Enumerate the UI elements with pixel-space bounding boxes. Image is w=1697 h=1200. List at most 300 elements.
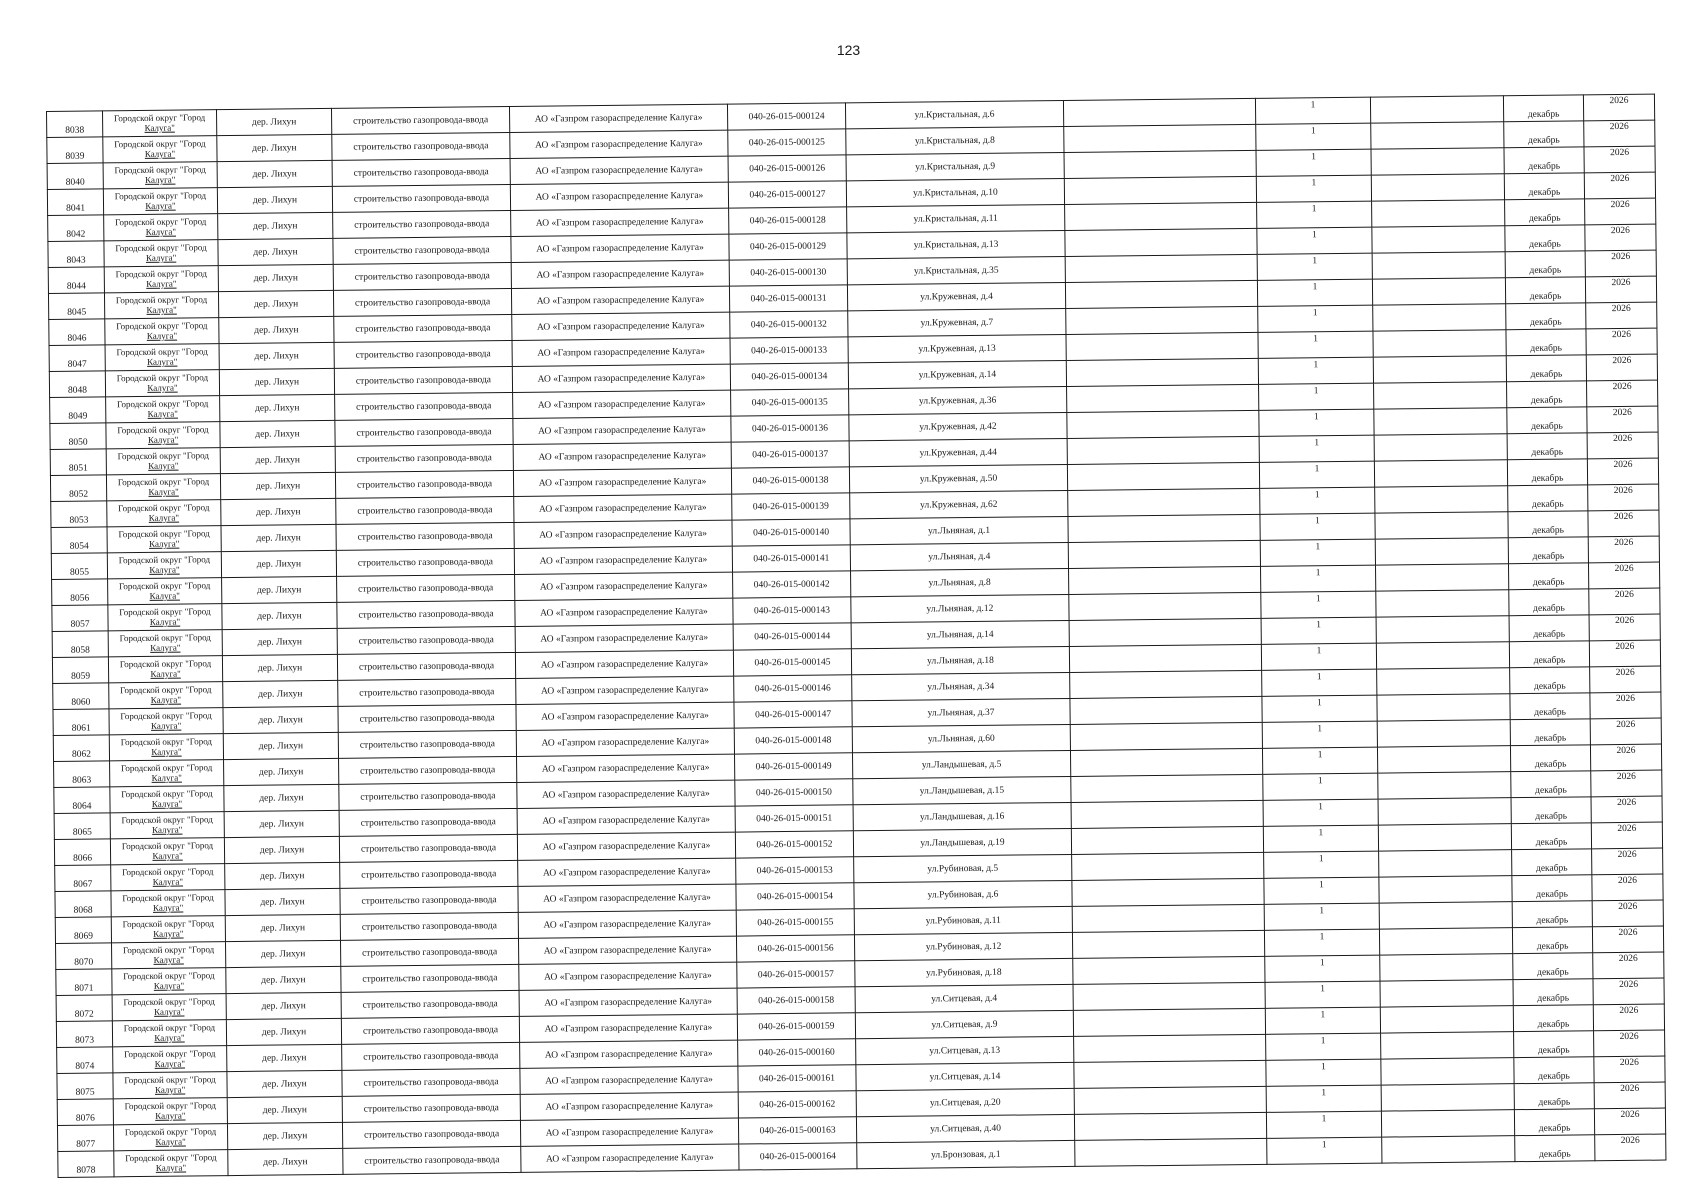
municipality-line-1: Городской округ "Город (120, 762, 213, 774)
object-code-cell: 040-26-015-000142 (733, 571, 851, 598)
month-cell: декабрь (1510, 667, 1590, 694)
row-number-cell: 8055 (51, 553, 107, 580)
month-cell: декабрь (1508, 485, 1588, 512)
object-code-cell: 040-26-015-000161 (738, 1065, 856, 1092)
municipality-line-1: Городской округ "Город (114, 164, 206, 176)
settlement-cell: дер. Лихун (227, 1096, 342, 1123)
quantity-cell: 1 (1259, 383, 1374, 410)
blank-cell-cell (1066, 306, 1258, 334)
month-cell: декабрь (1511, 771, 1591, 798)
year-cell: 2026 (1588, 536, 1659, 563)
settlement-cell: дер. Лихун (217, 134, 332, 161)
row-number-cell: 8048 (49, 371, 105, 398)
quantity-cell: 1 (1260, 565, 1375, 592)
blank-cell-cell (1067, 410, 1259, 438)
municipality-line-1: Городской округ "Город (120, 684, 212, 696)
blank-cell-cell (1372, 278, 1505, 305)
object-code-cell: 040-26-015-000164 (739, 1143, 857, 1170)
organization-cell: АО «Газпром газораспределение Калуга» (515, 624, 733, 652)
blank-cell-cell (1066, 332, 1258, 360)
blank-cell-cell (1377, 746, 1510, 773)
quantity-cell: 1 (1263, 799, 1378, 826)
municipality-line-1: Городской округ "Город (120, 710, 212, 722)
municipality-cell (113, 1046, 227, 1073)
object-code-cell: 040-26-015-000132 (730, 311, 848, 338)
blank-cell-cell (1068, 514, 1260, 542)
address-cell: ул.Ландышевая, д.19 (853, 828, 1071, 856)
year-cell: 2026 (1585, 250, 1656, 277)
month-cell: декабрь (1509, 615, 1589, 642)
quantity-cell: 1 (1255, 97, 1370, 124)
work-type-cell: строительство газопровода-ввода (335, 392, 513, 420)
work-type-cell: строительство газопровода-ввода (340, 886, 518, 914)
work-type-cell: строительство газопровода-ввода (337, 600, 515, 628)
quantity-cell: 1 (1263, 773, 1378, 800)
work-type-cell: строительство газопровода-ввода (341, 1016, 519, 1044)
month-cell: декабрь (1504, 121, 1584, 148)
object-code-cell: 040-26-015-000153 (736, 857, 854, 884)
address-cell: ул.Рубиновая, д.5 (854, 854, 1072, 882)
municipality-cell (105, 344, 219, 371)
quantity-cell: 1 (1264, 929, 1379, 956)
month-cell: декабрь (1515, 1135, 1595, 1162)
blank-cell-cell (1379, 876, 1512, 903)
blank-cell-cell (1074, 1060, 1266, 1088)
municipality-line-1: Городской округ "Город (120, 736, 213, 748)
settlement-cell: дер. Лихун (228, 1148, 343, 1175)
row-number-cell: 8073 (56, 1021, 112, 1048)
work-type-cell: строительство газопровода-ввода (342, 1042, 520, 1070)
year-cell: 2026 (1588, 484, 1659, 511)
settlement-cell: дер. Лихун (225, 888, 340, 915)
municipality-line-1: Городской округ "Город (124, 1126, 217, 1138)
work-type-cell: строительство газопровода-ввода (336, 548, 514, 576)
gas-connection-table (46, 94, 1666, 1178)
settlement-cell: дер. Лихун (227, 1070, 342, 1097)
row-number-cell: 8076 (57, 1099, 113, 1126)
settlement-cell: дер. Лихун (224, 836, 339, 863)
row-number-cell: 8078 (58, 1151, 114, 1178)
quantity-cell: 1 (1267, 1137, 1382, 1164)
municipality-cell (104, 214, 218, 241)
municipality-line-2: Калуга" (145, 226, 177, 237)
settlement-cell: дер. Лихун (225, 914, 340, 941)
object-code-cell: 040-26-015-000125 (728, 129, 846, 156)
organization-cell: АО «Газпром газораспределение Калуга» (513, 416, 731, 444)
row-number-cell: 8074 (57, 1047, 113, 1074)
blank-cell-cell (1376, 642, 1509, 669)
work-type-cell: строительство газопровода-ввода (342, 1120, 520, 1148)
month-cell: декабрь (1513, 1005, 1593, 1032)
organization-cell: АО «Газпром газораспределение Калуга» (515, 598, 733, 626)
quantity-cell: 1 (1264, 877, 1379, 904)
organization-cell: АО «Газпром газораспределение Калуга» (516, 702, 734, 730)
year-cell: 2026 (1589, 640, 1660, 667)
blank-cell-cell (1069, 644, 1261, 672)
organization-cell: АО «Газпром газораспределение Калуга» (515, 572, 733, 600)
municipality-line-2: Калуга" (146, 278, 177, 289)
row-number-cell: 8065 (54, 813, 110, 840)
address-cell: ул.Льняная, д.60 (852, 724, 1070, 752)
municipality-cell (112, 968, 226, 995)
organization-cell: АО «Газпром газораспределение Калуга» (516, 676, 734, 704)
year-cell: 2026 (1587, 432, 1658, 459)
municipality-line-2: Калуга" (151, 798, 183, 809)
municipality-line-1: Городской округ "Город (115, 242, 207, 254)
blank-cell-cell (1072, 904, 1264, 932)
blank-cell-cell (1064, 150, 1256, 178)
blank-cell-cell (1074, 1086, 1266, 1114)
municipality-cell (111, 916, 225, 943)
work-type-cell: строительство газопровода-ввода (335, 470, 513, 498)
quantity-cell: 1 (1258, 305, 1373, 332)
row-number-cell: 8053 (51, 501, 107, 528)
object-code-cell: 040-26-015-000158 (737, 987, 855, 1014)
year-cell: 2026 (1591, 796, 1662, 823)
settlement-cell: дер. Лихун (218, 264, 333, 291)
quantity-cell: 1 (1263, 825, 1378, 852)
row-number-cell: 8061 (53, 709, 109, 736)
object-code-cell: 040-26-015-000154 (736, 883, 854, 910)
year-cell: 2026 (1593, 1004, 1664, 1031)
quantity-cell: 1 (1266, 1033, 1381, 1060)
work-type-cell: строительство газопровода-ввода (340, 938, 518, 966)
year-cell: 2026 (1586, 354, 1657, 381)
row-number-cell: 8040 (47, 163, 103, 190)
month-cell: декабрь (1510, 693, 1590, 720)
year-cell: 2026 (1594, 1030, 1665, 1057)
address-cell: ул.Ситцевая, д.14 (856, 1062, 1074, 1090)
organization-cell: АО «Газпром газораспределение Калуга» (518, 936, 736, 964)
organization-cell: АО «Газпром газораспределение Калуга» (517, 832, 735, 860)
month-cell: декабрь (1507, 381, 1587, 408)
municipality-line-2: Калуга" (147, 382, 178, 393)
year-cell: 2026 (1588, 562, 1659, 589)
year-cell: 2026 (1592, 926, 1663, 953)
municipality-cell (106, 422, 220, 449)
month-cell: декабрь (1514, 1031, 1594, 1058)
address-cell: ул.Льняная, д.37 (852, 698, 1070, 726)
settlement-cell: дер. Лихун (221, 550, 336, 577)
municipality-line-2: Калуга" (153, 980, 185, 991)
municipality-line-2: Калуга" (152, 902, 184, 913)
blank-cell-cell (1377, 694, 1510, 721)
blank-cell-cell (1064, 124, 1256, 152)
year-cell: 2026 (1592, 874, 1663, 901)
municipality-line-2: Калуга" (149, 616, 181, 627)
settlement-cell: дер. Лихун (217, 186, 332, 213)
address-cell: ул.Ситцевая, д.4 (855, 984, 1073, 1012)
object-code-cell: 040-26-015-000128 (729, 207, 847, 234)
work-type-cell: строительство газопровода-ввода (339, 808, 517, 836)
row-number-cell: 8068 (55, 891, 111, 918)
year-cell: 2026 (1584, 146, 1655, 173)
month-cell: декабрь (1508, 563, 1588, 590)
blank-cell-cell (1070, 748, 1262, 776)
municipality-cell (109, 682, 223, 709)
work-type-cell: строительство газопровода-ввода (332, 184, 510, 212)
month-cell: декабрь (1512, 927, 1592, 954)
address-cell: ул.Ландышевая, д.15 (853, 776, 1071, 804)
settlement-cell: дер. Лихун (225, 862, 340, 889)
work-type-cell: строительство газопровода-ввода (334, 314, 512, 342)
row-number-cell: 8049 (50, 397, 106, 424)
settlement-cell: дер. Лихун (218, 212, 333, 239)
blank-cell-cell (1378, 772, 1511, 799)
blank-cell-cell (1371, 122, 1504, 149)
row-number-cell: 8058 (52, 631, 108, 658)
address-cell: ул.Ландышевая, д.5 (852, 750, 1070, 778)
blank-cell-cell (1374, 382, 1507, 409)
organization-cell: АО «Газпром газораспределение Калуга» (513, 468, 731, 496)
month-cell: декабрь (1504, 147, 1584, 174)
address-cell: ул.Кружевная, д.36 (849, 386, 1067, 414)
organization-cell: АО «Газпром газораспределение Калуга» (511, 286, 729, 314)
organization-cell: АО «Газпром газораспределение Калуга» (515, 650, 733, 678)
organization-cell: АО «Газпром газораспределение Калуга» (514, 546, 732, 574)
municipality-cell (110, 838, 224, 865)
object-code-cell: 040-26-015-000124 (727, 103, 845, 130)
year-cell: 2026 (1585, 276, 1656, 303)
municipality-line-2: Калуга" (155, 1136, 186, 1147)
work-type-cell: строительство газопровода-ввода (337, 574, 515, 602)
municipality-cell (112, 942, 226, 969)
year-cell: 2026 (1585, 198, 1656, 225)
work-type-cell: строительство газопровода-ввода (338, 678, 516, 706)
municipality-line-1: Городской округ "Город (121, 814, 213, 826)
settlement-cell: дер. Лихун (223, 732, 338, 759)
month-cell: декабрь (1512, 901, 1592, 928)
blank-cell-cell (1063, 98, 1255, 126)
municipality-line-2: Калуга" (145, 174, 176, 185)
municipality-line-1: Городской округ "Город (125, 1152, 217, 1164)
municipality-cell (112, 1020, 226, 1047)
municipality-line-1: Городской округ "Город (123, 1022, 216, 1034)
month-cell: декабрь (1509, 589, 1589, 616)
blank-cell-cell (1374, 460, 1507, 487)
month-cell: декабрь (1513, 953, 1593, 980)
work-type-cell: строительство газопровода-ввода (339, 782, 517, 810)
row-number-cell: 8066 (54, 839, 110, 866)
object-code-cell: 040-26-015-000163 (738, 1117, 856, 1144)
address-cell: ул.Рубиновая, д.12 (854, 932, 1072, 960)
address-cell: ул.Кружевная, д.50 (849, 464, 1067, 492)
blank-cell-cell (1073, 1008, 1265, 1036)
organization-cell: АО «Газпром газораспределение Калуга» (510, 182, 728, 210)
quantity-cell: 1 (1266, 1085, 1381, 1112)
object-code-cell: 040-26-015-000134 (730, 363, 848, 390)
address-cell: ул.Льняная, д.34 (852, 672, 1070, 700)
municipality-line-1: Городской округ "Город (119, 632, 211, 644)
month-cell: декабрь (1513, 979, 1593, 1006)
year-cell: 2026 (1583, 94, 1654, 121)
blank-cell-cell (1065, 280, 1257, 308)
blank-cell-cell (1376, 590, 1509, 617)
work-type-cell: строительство газопровода-ввода (343, 1146, 521, 1174)
municipality-line-1: Городской округ "Город (116, 320, 208, 332)
work-type-cell: строительство газопровода-ввода (338, 730, 516, 758)
blank-cell-cell (1067, 462, 1259, 490)
address-cell: ул.Рубиновая, д.11 (854, 906, 1072, 934)
blank-cell-cell (1072, 878, 1264, 906)
work-type-cell: строительство газопровода-ввода (342, 1094, 520, 1122)
month-cell: декабрь (1508, 511, 1588, 538)
municipality-line-1: Городской округ "Город (123, 996, 215, 1008)
address-cell: ул.Ландышевая, д.16 (853, 802, 1071, 830)
municipality-line-1: Городской округ "Город (121, 788, 213, 800)
organization-cell: АО «Газпром газораспределение Калуга» (519, 962, 737, 990)
municipality-line-1: Городской округ "Город (116, 398, 209, 410)
municipality-cell (107, 500, 221, 527)
settlement-cell: дер. Лихун (227, 1122, 342, 1149)
municipality-line-1: Городской округ "Город (122, 866, 214, 878)
month-cell: декабрь (1514, 1057, 1594, 1084)
object-code-cell: 040-26-015-000138 (731, 467, 849, 494)
blank-cell-cell (1376, 616, 1509, 643)
settlement-cell: дер. Лихун (222, 654, 337, 681)
year-cell: 2026 (1590, 718, 1661, 745)
object-code-cell: 040-26-015-000140 (732, 519, 850, 546)
month-cell: декабрь (1504, 173, 1584, 200)
object-code-cell: 040-26-015-000137 (731, 441, 849, 468)
municipality-cell (108, 578, 222, 605)
blank-cell-cell (1075, 1138, 1267, 1166)
municipality-cell (112, 994, 226, 1021)
municipality-line-2: Калуга" (147, 356, 178, 367)
year-cell: 2026 (1591, 770, 1662, 797)
municipality-line-2: Калуга" (148, 538, 180, 549)
blank-cell-cell (1371, 148, 1504, 175)
municipality-cell (104, 292, 218, 319)
settlement-cell: дер. Лихун (222, 602, 337, 629)
work-type-cell: строительство газопровода-ввода (339, 834, 517, 862)
month-cell: декабрь (1510, 719, 1590, 746)
settlement-cell: дер. Лихун (220, 446, 335, 473)
object-code-cell: 040-26-015-000126 (728, 155, 846, 182)
work-type-cell: строительство газопровода-ввода (342, 1068, 520, 1096)
quantity-cell: 1 (1257, 201, 1372, 228)
organization-cell: АО «Газпром газораспределение Калуга» (520, 1066, 738, 1094)
year-cell: 2026 (1588, 510, 1659, 537)
blank-cell-cell (1064, 176, 1256, 204)
address-cell: ул.Кристальная, д.35 (847, 256, 1065, 284)
work-type-cell: строительство газопровода-ввода (341, 990, 519, 1018)
year-cell: 2026 (1594, 1082, 1665, 1109)
blank-cell-cell (1374, 434, 1507, 461)
quantity-cell: 1 (1261, 643, 1376, 670)
municipality-cell (108, 656, 222, 683)
organization-cell: АО «Газпром газораспределение Калуга» (514, 494, 732, 522)
address-cell: ул.Рубиновая, д.18 (855, 958, 1073, 986)
object-code-cell: 040-26-015-000144 (733, 623, 851, 650)
municipality-line-1: Городской округ "Город (119, 606, 211, 618)
organization-cell: АО «Газпром газораспределение Калуга» (513, 390, 731, 418)
municipality-line-2: Калуга" (151, 746, 182, 757)
settlement-cell: дер. Лихун (223, 680, 338, 707)
municipality-line-2: Калуга" (152, 824, 183, 835)
blank-cell-cell (1069, 566, 1261, 594)
municipality-line-2: Калуга" (144, 122, 175, 133)
work-type-cell: строительство газопровода-ввода (337, 626, 515, 654)
blank-cell-cell (1381, 1110, 1514, 1137)
work-type-cell: строительство газопровода-ввода (339, 756, 517, 784)
object-code-cell: 040-26-015-000160 (738, 1039, 856, 1066)
settlement-cell: дер. Лихун (218, 238, 333, 265)
organization-cell: АО «Газпром газораспределение Калуга» (520, 1092, 738, 1120)
blank-cell-cell (1373, 356, 1506, 383)
quantity-cell: 1 (1257, 227, 1372, 254)
organization-cell: АО «Газпром газораспределение Калуга» (510, 156, 728, 184)
row-number-cell: 8039 (47, 137, 103, 164)
month-cell: декабрь (1511, 797, 1591, 824)
settlement-cell: дер. Лихун (222, 628, 337, 655)
blank-cell-cell (1379, 850, 1512, 877)
month-cell: декабрь (1506, 303, 1586, 330)
municipality-line-1: Городской округ "Город (116, 372, 209, 384)
organization-cell: АО «Газпром газораспределение Калуга» (516, 728, 734, 756)
month-cell: декабрь (1505, 251, 1585, 278)
row-number-cell: 8047 (49, 345, 105, 372)
address-cell: ул.Льняная, д.12 (851, 594, 1069, 622)
year-cell: 2026 (1584, 120, 1655, 147)
blank-cell-cell (1072, 930, 1264, 958)
quantity-cell: 1 (1266, 1059, 1381, 1086)
work-type-cell: строительство газопровода-ввода (334, 340, 512, 368)
municipality-line-2: Калуга" (146, 304, 177, 315)
year-cell: 2026 (1585, 224, 1656, 251)
blank-cell-cell (1378, 798, 1511, 825)
blank-cell-cell (1373, 304, 1506, 331)
settlement-cell: дер. Лихун (220, 394, 335, 421)
month-cell: декабрь (1505, 225, 1585, 252)
work-type-cell: строительство газопровода-ввода (336, 522, 514, 550)
quantity-cell: 1 (1258, 331, 1373, 358)
address-cell: ул.Кружевная, д.4 (847, 282, 1065, 310)
month-cell: декабрь (1507, 433, 1587, 460)
month-cell: декабрь (1507, 407, 1587, 434)
address-cell: ул.Льняная, д.18 (851, 646, 1069, 674)
row-number-cell: 8071 (56, 969, 112, 996)
blank-cell-cell (1065, 254, 1257, 282)
organization-cell: АО «Газпром газораспределение Калуга» (520, 1118, 738, 1146)
quantity-cell: 1 (1262, 721, 1377, 748)
blank-cell-cell (1381, 1058, 1514, 1085)
address-cell: ул.Кружевная, д.62 (850, 490, 1068, 518)
object-code-cell: 040-26-015-000145 (733, 649, 851, 676)
quantity-cell: 1 (1259, 435, 1374, 462)
month-cell: декабрь (1512, 875, 1592, 902)
municipality-line-2: Калуга" (149, 564, 180, 575)
row-number-cell: 8062 (53, 735, 109, 762)
blank-cell-cell (1373, 330, 1506, 357)
year-cell: 2026 (1587, 380, 1658, 407)
address-cell: ул.Кристальная, д.8 (846, 126, 1064, 154)
row-number-cell: 8043 (48, 241, 104, 268)
municipality-line-2: Калуга" (154, 1006, 185, 1017)
municipality-line-1: Городской округ "Город (114, 216, 207, 228)
municipality-cell (103, 188, 217, 215)
month-cell: декабрь (1514, 1083, 1594, 1110)
municipality-line-2: Калуга" (145, 252, 177, 263)
row-number-cell: 8050 (50, 423, 106, 450)
municipality-line-2: Калуга" (148, 512, 180, 523)
municipality-line-2: Калуга" (145, 200, 176, 211)
quantity-cell: 1 (1265, 981, 1380, 1008)
object-code-cell: 040-26-015-000149 (734, 753, 852, 780)
row-number-cell: 8057 (52, 605, 108, 632)
work-type-cell: строительство газопровода-ввода (331, 106, 509, 134)
row-number-cell: 8064 (54, 787, 110, 814)
